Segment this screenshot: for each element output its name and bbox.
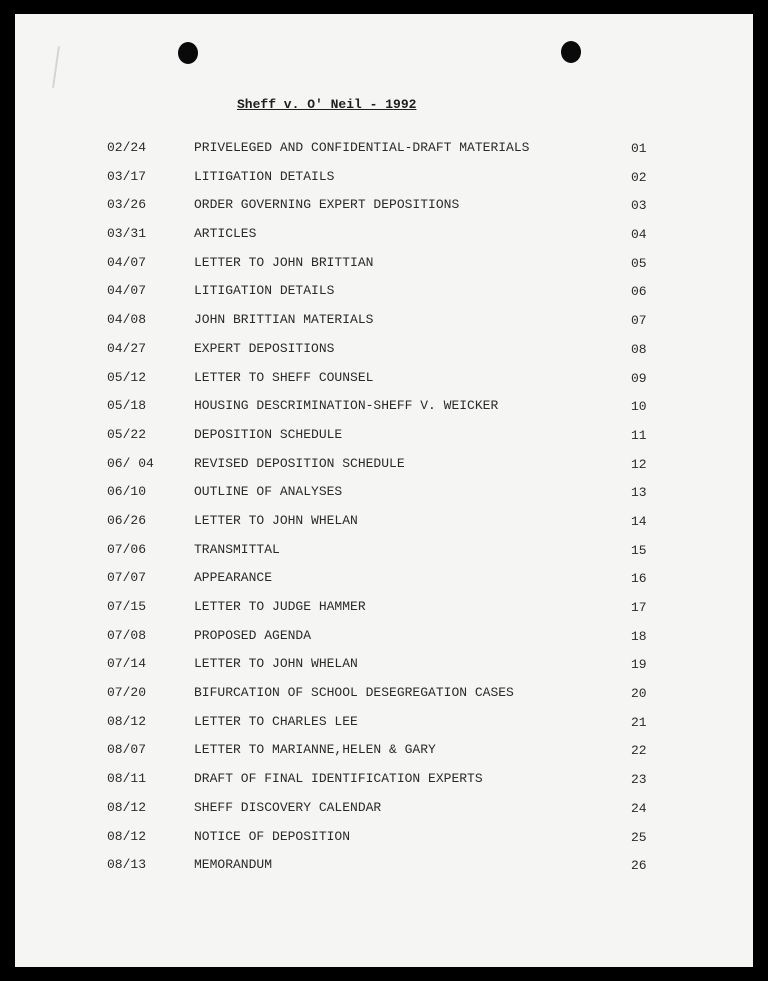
entry-description: EXPERT DEPOSITIONS xyxy=(194,340,335,356)
list-item xyxy=(107,197,667,226)
entry-number: 16 xyxy=(631,571,647,587)
entry-number: 06 xyxy=(631,284,647,300)
entry-date: 03/31 xyxy=(107,226,147,242)
entry-number: 02 xyxy=(631,169,647,185)
entry-date: 08/12 xyxy=(107,799,147,815)
entry-date: 05/18 xyxy=(107,398,147,414)
scan-mark xyxy=(52,46,60,88)
entry-number: 05 xyxy=(631,255,647,271)
entry-date: 08/11 xyxy=(107,771,147,787)
list-item xyxy=(107,656,667,685)
entry-date: 06/26 xyxy=(107,512,147,528)
entry-date: 06/ 04 xyxy=(107,455,154,471)
list-item xyxy=(107,542,667,571)
entry-number: 18 xyxy=(631,628,647,644)
entry-number: 17 xyxy=(631,600,647,615)
entry-number: 04 xyxy=(631,227,647,243)
list-item xyxy=(107,599,667,628)
entry-description: REVISED DEPOSITION SCHEDULE xyxy=(194,455,405,471)
list-item xyxy=(107,283,667,312)
entry-description: JOHN BRITTIAN MATERIALS xyxy=(194,312,374,328)
list-item xyxy=(107,427,667,456)
entry-description: TRANSMITTAL xyxy=(194,541,280,557)
list-item xyxy=(107,685,667,714)
entry-description: ORDER GOVERNING EXPERT DEPOSITIONS xyxy=(194,197,460,213)
entry-description: LETTER TO JOHN BRITTIAN xyxy=(194,254,374,270)
entry-description: LITIGATION DETAILS xyxy=(194,283,335,299)
entry-number: 24 xyxy=(631,800,647,816)
entry-date: 04/07 xyxy=(107,283,147,299)
entry-date: 08/07 xyxy=(107,742,147,758)
entry-description: SHEFF DISCOVERY CALENDAR xyxy=(194,799,382,815)
list-item xyxy=(107,398,667,427)
document-title xyxy=(15,97,753,112)
entry-description: BIFURCATION OF SCHOOL DESEGREGATION CASES xyxy=(194,685,514,701)
entry-description: ARTICLES xyxy=(194,226,257,242)
entry-number: 03 xyxy=(631,198,647,214)
list-item xyxy=(107,169,667,198)
entry-description: PRIVELEGED AND CONFIDENTIAL-DRAFT MATERIALS xyxy=(194,140,530,155)
list-item xyxy=(107,456,667,485)
list-item xyxy=(107,771,667,800)
list-item xyxy=(107,570,667,599)
entry-date: 07/15 xyxy=(107,599,147,614)
list-item xyxy=(107,226,667,255)
entry-date: 03/26 xyxy=(107,197,147,213)
entry-description: LETTER TO JUDGE HAMMER xyxy=(194,599,366,614)
entry-number: 20 xyxy=(631,686,647,702)
entry-date: 05/12 xyxy=(107,369,147,385)
entry-number: 07 xyxy=(631,313,647,329)
punch-hole xyxy=(178,42,198,64)
entry-number: 10 xyxy=(631,399,647,415)
entry-description: DEPOSITION SCHEDULE xyxy=(194,426,343,442)
entry-number: 15 xyxy=(631,542,647,558)
entry-description: NOTICE OF DEPOSITION xyxy=(194,828,351,844)
entry-list xyxy=(107,140,667,886)
entry-date: 07/06 xyxy=(107,541,147,557)
entry-number: 13 xyxy=(631,485,647,501)
entry-number: 21 xyxy=(631,714,647,730)
entry-date: 08/12 xyxy=(107,828,147,844)
entry-number: 09 xyxy=(631,370,647,386)
entry-description: LETTER TO JOHN WHELAN xyxy=(194,656,358,672)
list-item xyxy=(107,312,667,341)
entry-description: LITIGATION DETAILS xyxy=(194,168,335,184)
entry-number: 19 xyxy=(631,657,647,673)
entry-description: LETTER TO JOHN WHELAN xyxy=(194,512,358,528)
entry-date: 07/14 xyxy=(107,656,147,672)
entry-date: 03/17 xyxy=(107,168,147,184)
entry-date: 08/13 xyxy=(107,857,147,873)
list-item xyxy=(107,341,667,370)
entry-number: 01 xyxy=(631,141,647,156)
entry-description: MEMORANDUM xyxy=(194,857,273,873)
entry-date: 07/08 xyxy=(107,627,147,643)
entry-date: 04/08 xyxy=(107,312,147,328)
entry-number: 25 xyxy=(631,829,647,845)
entry-date: 07/20 xyxy=(107,685,147,701)
document-page xyxy=(15,14,753,967)
entry-date: 05/22 xyxy=(107,426,147,442)
entry-date: 07/07 xyxy=(107,570,147,586)
entry-number: 22 xyxy=(631,743,647,759)
punch-hole xyxy=(561,41,581,63)
list-item xyxy=(107,714,667,743)
entry-description: LETTER TO MARIANNE,HELEN & GARY xyxy=(194,742,436,758)
entry-description: APPEARANCE xyxy=(194,570,273,586)
entry-date: 04/27 xyxy=(107,340,147,356)
list-item xyxy=(107,513,667,542)
list-item xyxy=(107,800,667,829)
list-item xyxy=(107,140,667,169)
list-item xyxy=(107,484,667,513)
entry-number: 08 xyxy=(631,341,647,357)
list-item xyxy=(107,857,667,886)
list-item xyxy=(107,255,667,284)
entry-date: 02/24 xyxy=(107,140,147,155)
entry-description: LETTER TO SHEFF COUNSEL xyxy=(194,369,374,385)
entry-date: 08/12 xyxy=(107,713,147,729)
list-item xyxy=(107,370,667,399)
entry-description: HOUSING DESCRIMINATION-SHEFF V. WEICKER xyxy=(194,398,499,414)
document-title-text: Sheff v. O' Neil - 1992 xyxy=(237,97,417,112)
entry-number: 11 xyxy=(631,427,647,443)
entry-date: 04/07 xyxy=(107,254,147,270)
entry-description: PROPOSED AGENDA xyxy=(194,627,312,643)
entry-number: 14 xyxy=(631,513,647,529)
list-item xyxy=(107,628,667,657)
list-item xyxy=(107,829,667,858)
entry-date: 06/10 xyxy=(107,484,147,500)
entry-number: 26 xyxy=(631,858,647,874)
entry-description: DRAFT OF FINAL IDENTIFICATION EXPERTS xyxy=(194,771,483,787)
entry-description: LETTER TO CHARLES LEE xyxy=(194,713,358,729)
entry-number: 23 xyxy=(631,772,647,788)
list-item xyxy=(107,742,667,771)
entry-number: 12 xyxy=(631,456,647,472)
entry-description: OUTLINE OF ANALYSES xyxy=(194,484,343,500)
